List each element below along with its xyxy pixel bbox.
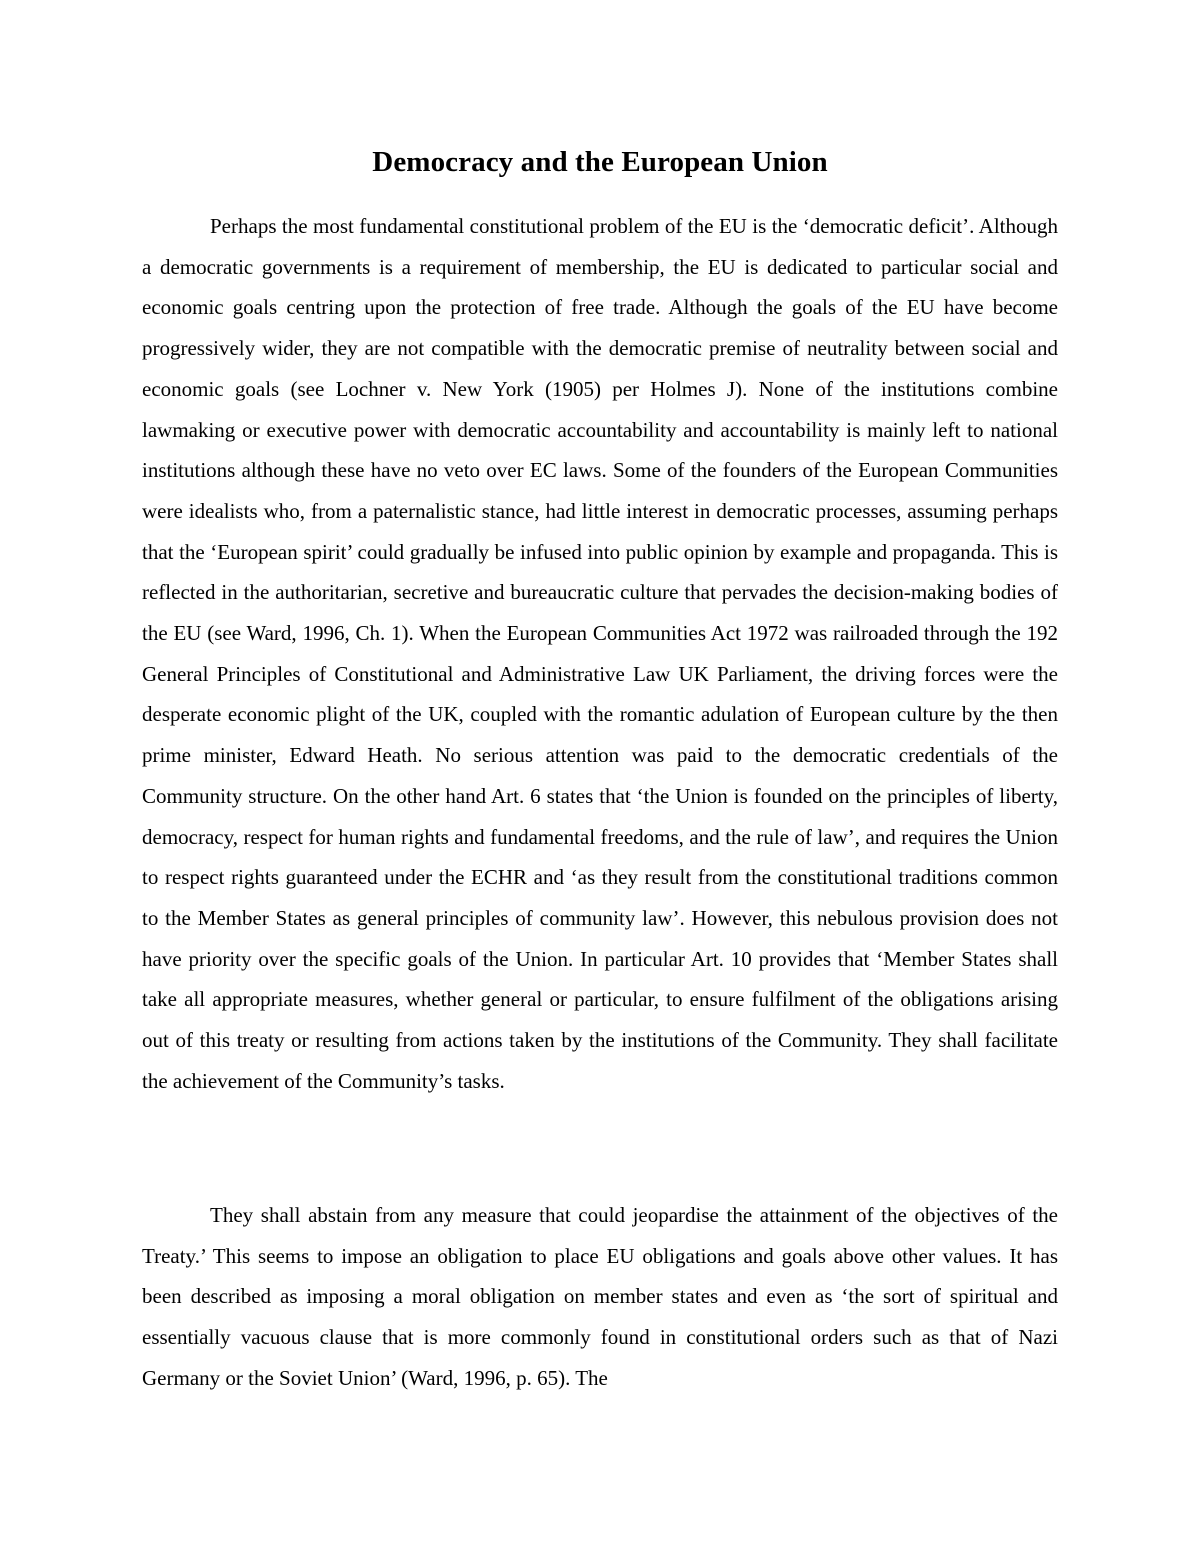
body-paragraph-1: Perhaps the most fundamental constitutional problem of the EU is the ‘democratic deficit’. Although a democratic governments is a requirement of membership, the EU is dedicated to particular social and economic goals centring upon the protection of free trade. Although the goals of the EU have become progressively wider, they are not compatible with the democratic premise of neutrality between social and economic goals (see Lochner v. New York (1905) per Holmes J). None of the institutions combine lawmaking or executive power with democratic accountability and accountability is mainly left to national institutions although these have no veto over EC laws. Some of the founders of the European Communities were idealists who, from a paternalistic stance, had little interest in democratic processes, assuming perhaps that the ‘European spirit’ could gradually be infused into public opinion by example and propaganda. This is reflected in the authoritarian, secretive and bureaucratic culture that pervades the decision-making bodies of the EU (see Ward, 1996, Ch. 1). When the European Communities Act 1972 was railroaded through the 192 General Principles of Constitutional and Administrative Law UK Parliament, the driving forces were the desperate economic plight of the UK, coupled with the romantic adulation of European culture by the then prime minister, Edward Heath. No serious attention was paid to the democratic credentials of the Community structure. On the other hand Art. 6 states that ‘the Union is founded on the principles of liberty, democracy, respect for human rights and fundamental freedoms, and the rule of law’, and requires the Union to respect rights guaranteed under the ECHR and ‘as they result from the constitutional traditions common to the Member States as general principles of community law’. However, this nebulous provision does not have priority over the specific goals of the Union. In particular Art. 10 provides that ‘Member States shall take all appropriate measures, whether general or particular, to ensure fulfilment of the obligations arising out of this treaty or resulting from actions taken by the institutions of the Community. They shall facilitate the achievement of the Community’s tasks. — [142, 214, 1058, 1093]
body-paragraph-2: They shall abstain from any measure that could jeopardise the attainment of the objectives of the Treaty.’ This seems to impose an obligation to place EU obligations and goals above other values. It has been described as imposing a moral obligation on member states and even as ‘the sort of spiritual and essentially vacuous clause that is more commonly found in constitutional orders such as that of Nazi Germany or the Soviet Union’ (Ward, 1996, p. 65). The — [142, 1203, 1058, 1390]
document-title: Democracy and the European Union — [372, 146, 828, 178]
